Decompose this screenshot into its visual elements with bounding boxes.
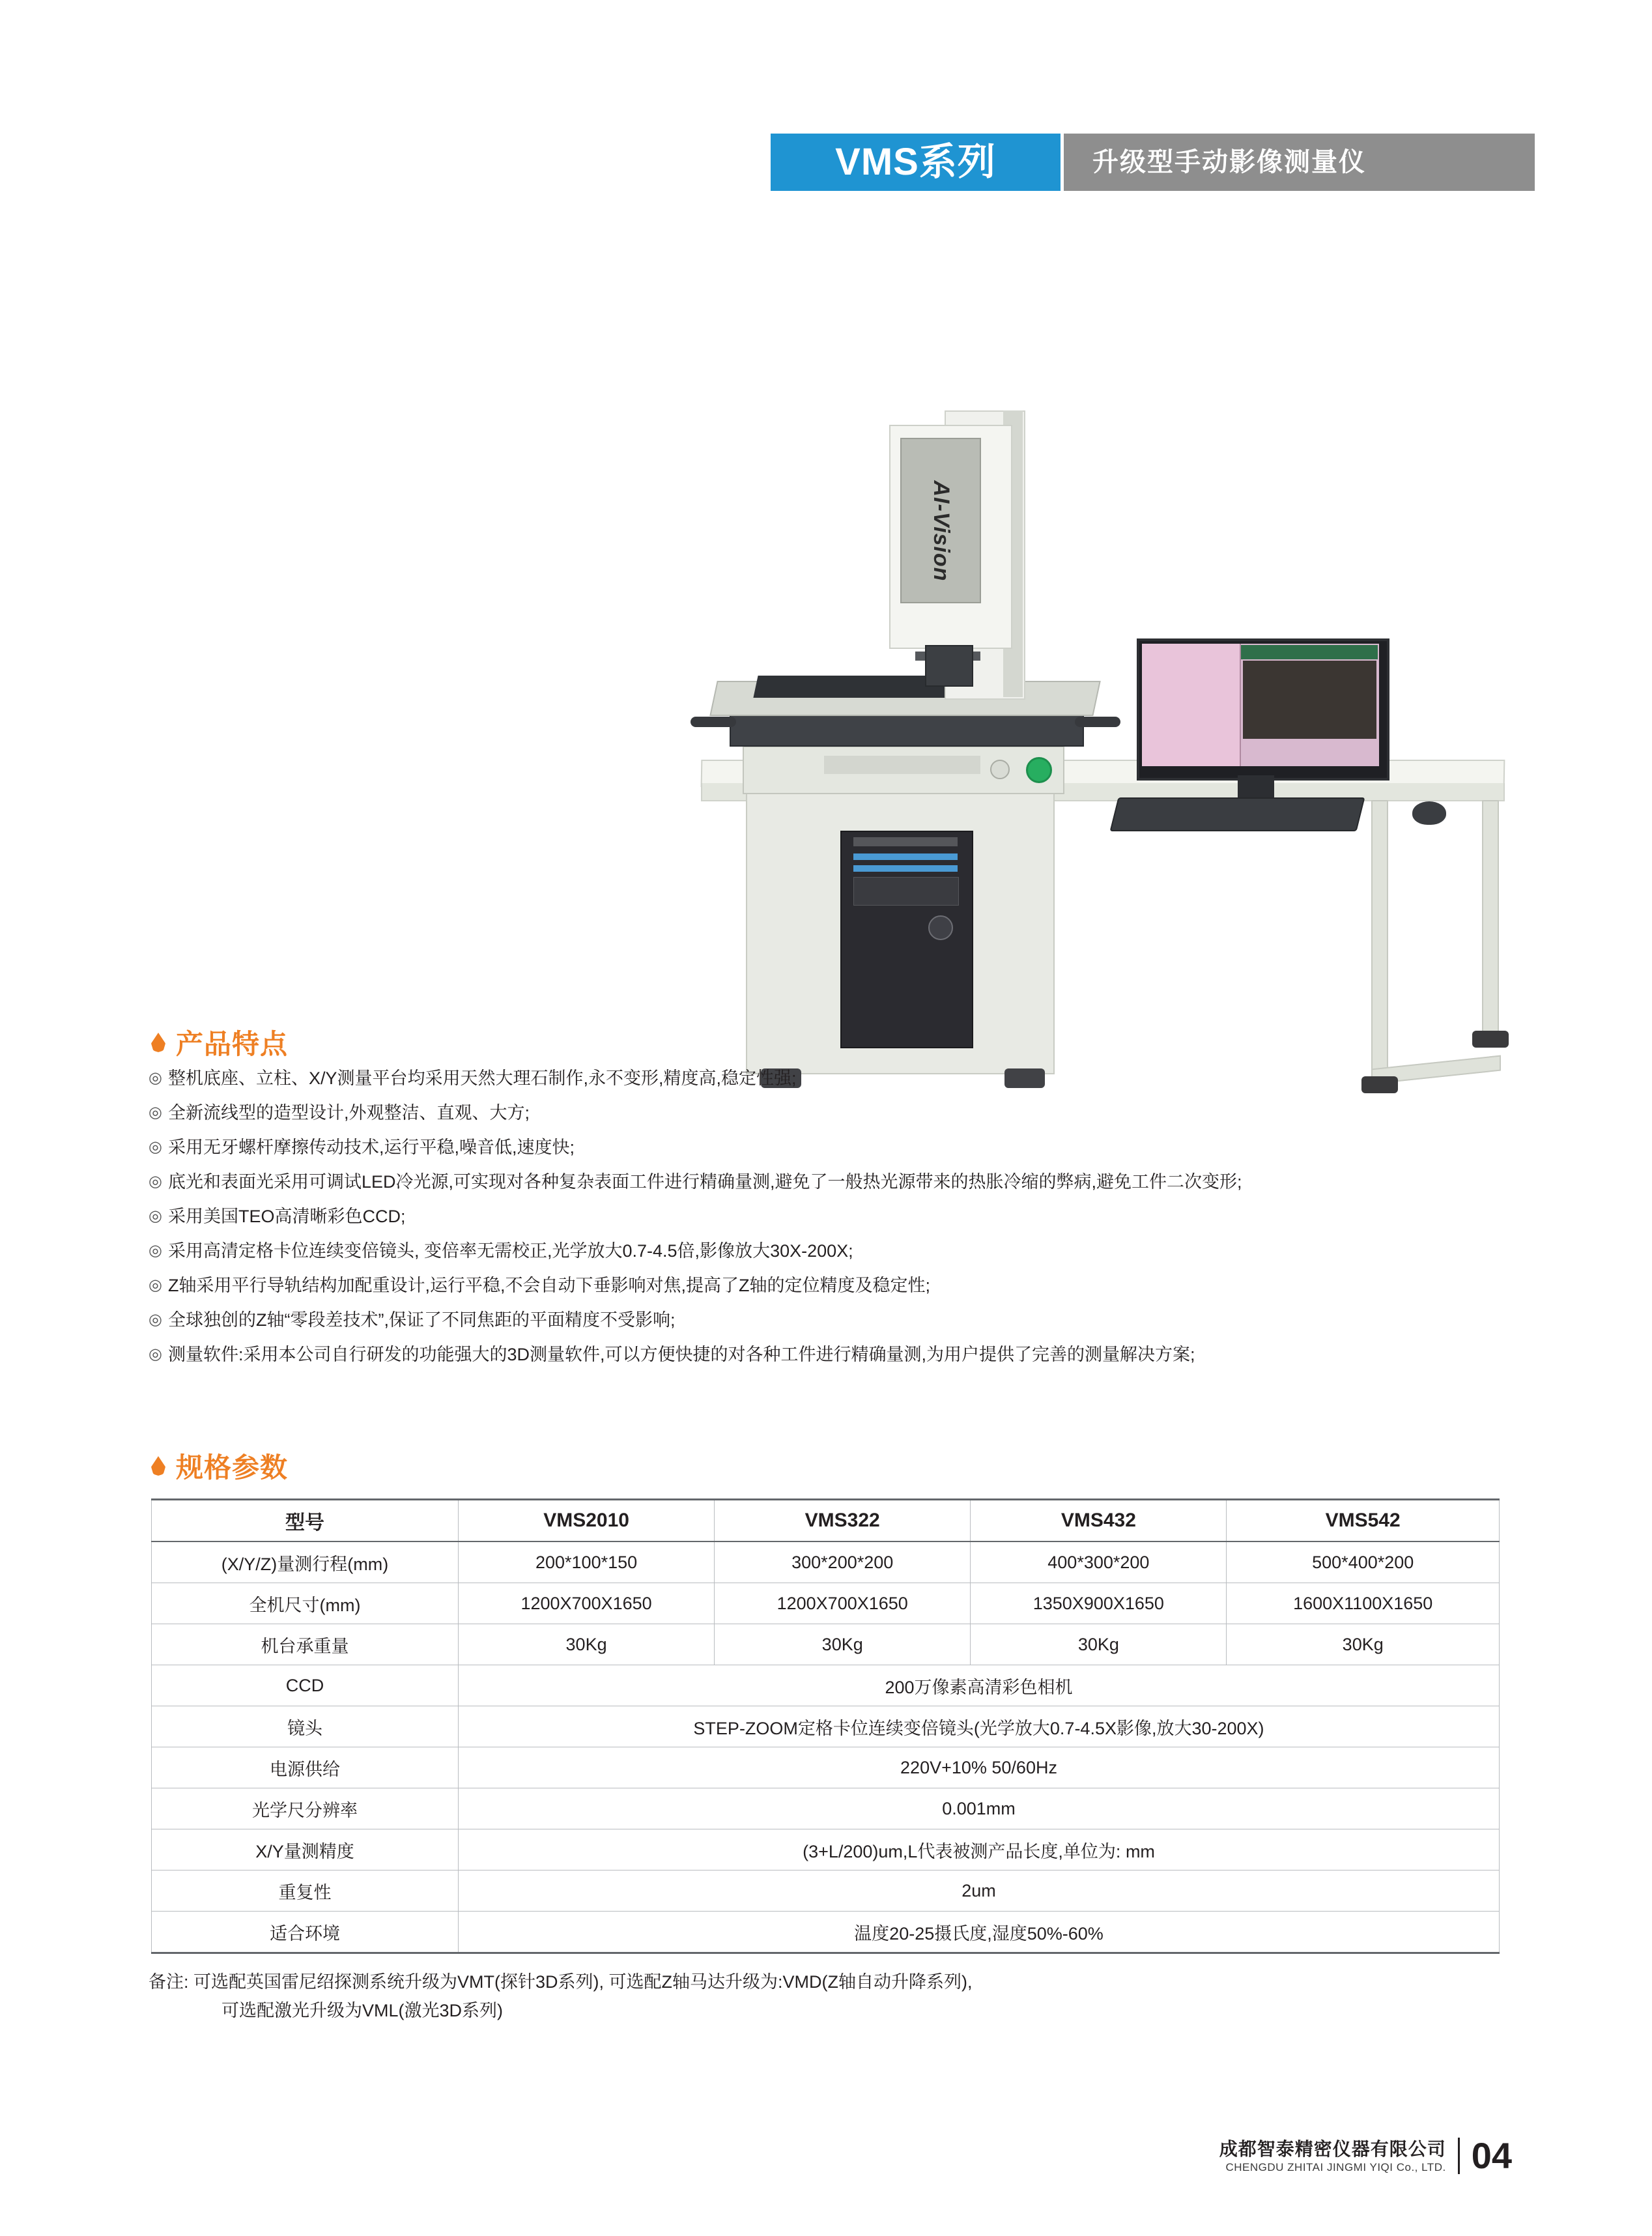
- table-header-cell-model: VMS322: [715, 1500, 971, 1542]
- feature-item: [149, 1169, 1530, 1195]
- table-header-cell-model: VMS2010: [459, 1500, 715, 1542]
- table-note: [149, 1968, 1517, 2025]
- company-block: [1219, 2138, 1446, 2174]
- series-title: VMS系列: [835, 141, 996, 183]
- row-value: 30Kg: [1227, 1624, 1500, 1665]
- table-row: [152, 1788, 1500, 1829]
- feature-text: 采用无牙螺杆摩擦传动技术,运行平稳,噪音低,速度快;: [168, 1138, 575, 1157]
- feature-text: 底光和表面光采用可调试LED冷光源,可实现对各种复杂表面工件进行精确量测,避免了一般热光源带来的热胀冷缩的弊病,避免工件二次变形;: [168, 1172, 1242, 1192]
- row-value: 200*100*150: [459, 1541, 715, 1583]
- features-list: [149, 1065, 1530, 1376]
- table-header-row: [152, 1500, 1500, 1542]
- tower-drive-bay: [853, 837, 958, 846]
- bullet-icon: ◎: [149, 1242, 162, 1259]
- table-row: [152, 1912, 1500, 1953]
- monitor-screen: [1142, 644, 1379, 766]
- table-header-cell-label: 型号: [152, 1500, 459, 1542]
- bullet-icon: ◎: [149, 1138, 162, 1156]
- feature-item: [149, 1272, 1530, 1298]
- bullet-icon: ◎: [149, 1311, 162, 1328]
- computer-tower: [840, 831, 973, 1048]
- row-value-merged: 0.001mm: [459, 1788, 1500, 1829]
- row-label: CCD: [152, 1665, 459, 1706]
- desk-leg-front: [1371, 800, 1388, 1083]
- feature-text: 整机底座、立柱、X/Y测量平台均采用天然大理石制作,永不变形,精度高,稳定性强;: [168, 1068, 797, 1088]
- feature-item: [149, 1238, 1530, 1264]
- tower-vent: [853, 877, 959, 906]
- row-value: 300*200*200: [715, 1541, 971, 1583]
- row-value: 30Kg: [459, 1624, 715, 1665]
- bullet-icon: ◎: [149, 1207, 162, 1225]
- software-toolbar: [1241, 645, 1378, 659]
- row-value-merged: 温度20-25摄氏度,湿度50%-60%: [459, 1912, 1500, 1953]
- feature-text: Z轴采用平行导轨结构加配重设计,运行平稳,不会自动下垂影响对焦,提高了Z轴的定位精度及稳定性;: [168, 1276, 930, 1295]
- feature-item: [149, 1134, 1530, 1160]
- table-header-cell-model: VMS432: [971, 1500, 1227, 1542]
- specification-table: [151, 1498, 1500, 1954]
- feature-text: 全球独创的Z轴“零段差技术”,保证了不同焦距的平面精度不受影响;: [168, 1310, 676, 1330]
- features-title: 产品特点: [176, 1029, 289, 1059]
- feature-text: 采用美国TEO高清晰彩色CCD;: [168, 1207, 406, 1226]
- software-image-view: [1243, 661, 1376, 739]
- mouse: [1412, 801, 1446, 825]
- row-label: 机台承重量: [152, 1624, 459, 1665]
- note-line-2: 可选配激光升级为VML(激光3D系列): [221, 2001, 504, 2020]
- keyboard: [1110, 797, 1365, 831]
- desk-leg-back: [1482, 800, 1499, 1037]
- feature-text: 全新流线型的造型设计,外观整洁、直观、大方;: [168, 1103, 530, 1123]
- specs-section-heading: [151, 1446, 288, 1485]
- tower-led-strip-1: [853, 853, 958, 860]
- row-label: X/Y量测精度: [152, 1829, 459, 1870]
- brand-logo: AI-Vision: [929, 480, 954, 582]
- row-value: 30Kg: [715, 1624, 971, 1665]
- row-label: 镜头: [152, 1706, 459, 1747]
- table-row: [152, 1541, 1500, 1583]
- row-label: (X/Y/Z)量测行程(mm): [152, 1541, 459, 1583]
- company-name-en: CHENGDU ZHITAI JINGMI YIQI Co., LTD.: [1225, 2160, 1446, 2173]
- stage-x-handle: [691, 717, 736, 727]
- table-row: [152, 1624, 1500, 1665]
- tower-led-strip-2: [853, 865, 958, 872]
- features-section-heading: [151, 1023, 288, 1062]
- row-value-merged: 2um: [459, 1870, 1500, 1912]
- page-footer: [1219, 2134, 1512, 2176]
- row-value: 1350X900X1650: [971, 1583, 1227, 1624]
- feature-item: [149, 1307, 1530, 1333]
- specs-title: 规格参数: [176, 1452, 289, 1483]
- bullet-icon: ◎: [149, 1069, 162, 1087]
- row-label: 电源供给: [152, 1747, 459, 1788]
- row-value: 500*400*200: [1227, 1541, 1500, 1583]
- footer-divider: [1458, 2138, 1460, 2174]
- stage-aperture: [753, 676, 953, 698]
- series-subtitle: 升级型手动影像测量仪: [1092, 148, 1366, 177]
- bullet-icon: ◎: [149, 1104, 162, 1121]
- table-header-cell-model: VMS542: [1227, 1500, 1500, 1542]
- control-knob: [990, 760, 1010, 779]
- tower-power-button: [928, 915, 953, 940]
- row-value-merged: STEP-ZOOM定格卡位连续变倍镜头(光学放大0.7-4.5X影像,放大30-200X): [459, 1706, 1500, 1747]
- row-value: 1600X1100X1650: [1227, 1583, 1500, 1624]
- table-row: [152, 1747, 1500, 1788]
- table-row: [152, 1665, 1500, 1706]
- row-value: 400*300*200: [971, 1541, 1227, 1583]
- row-label: 光学尺分辨率: [152, 1788, 459, 1829]
- page-header-banner: [771, 134, 1535, 191]
- feature-text: 测量软件:采用本公司自行研发的功能强大的3D测量软件,可以方便快捷的对各种工件进行精确量测,为用户提供了完善的测量解决方案;: [168, 1345, 1195, 1364]
- row-label: 适合环境: [152, 1912, 459, 1953]
- table-row: [152, 1706, 1500, 1747]
- table-header: [152, 1500, 1500, 1542]
- bullet-icon: ◎: [149, 1276, 162, 1294]
- feature-item: [149, 1065, 1530, 1091]
- zoom-lens-body: [925, 645, 973, 687]
- row-value-merged: 220V+10% 50/60Hz: [459, 1747, 1500, 1788]
- product-photo: [339, 195, 1348, 997]
- table-row: [152, 1829, 1500, 1870]
- feature-text: 采用高清定格卡位连续变倍镜头, 变倍率无需校正,光学放大0.7-4.5倍,影像放大30X-200X;: [168, 1241, 853, 1261]
- table-row: [152, 1870, 1500, 1912]
- row-label: 全机尺寸(mm): [152, 1583, 459, 1624]
- control-panel-nameplate: [824, 756, 980, 774]
- feature-item: [149, 1100, 1530, 1126]
- row-value: 1200X700X1650: [715, 1583, 971, 1624]
- table-row: [152, 1583, 1500, 1624]
- droplet-icon: [151, 1033, 165, 1052]
- droplet-icon: [151, 1456, 165, 1476]
- row-value-merged: (3+L/200)um,L代表被测产品长度,单位为: mm: [459, 1829, 1500, 1870]
- power-indicator-icon: [1026, 757, 1052, 783]
- bullet-icon: ◎: [149, 1345, 162, 1363]
- row-label: 重复性: [152, 1870, 459, 1912]
- series-title-block: [771, 134, 1061, 191]
- stage-y-handle: [1075, 717, 1120, 727]
- desk-foot-back: [1472, 1031, 1509, 1048]
- row-value-merged: 200万像素高清彩色相机: [459, 1665, 1500, 1706]
- row-value: 1200X700X1650: [459, 1583, 715, 1624]
- company-name-cn: 成都智泰精密仪器有限公司: [1219, 2138, 1446, 2159]
- series-subtitle-block: [1064, 134, 1535, 191]
- page-number: 04: [1471, 2134, 1512, 2176]
- software-sidebar: [1142, 644, 1241, 766]
- feature-item: [149, 1203, 1530, 1229]
- row-value: 30Kg: [971, 1624, 1227, 1665]
- bullet-icon: ◎: [149, 1173, 162, 1190]
- note-line-1: 备注: 可选配英国雷尼绍探测系统升级为VMT(探针3D系列), 可选配Z轴马达升级为:VMD(Z轴自动升降系列),: [149, 1972, 973, 1992]
- feature-item: [149, 1341, 1530, 1368]
- table-body: [152, 1541, 1500, 1953]
